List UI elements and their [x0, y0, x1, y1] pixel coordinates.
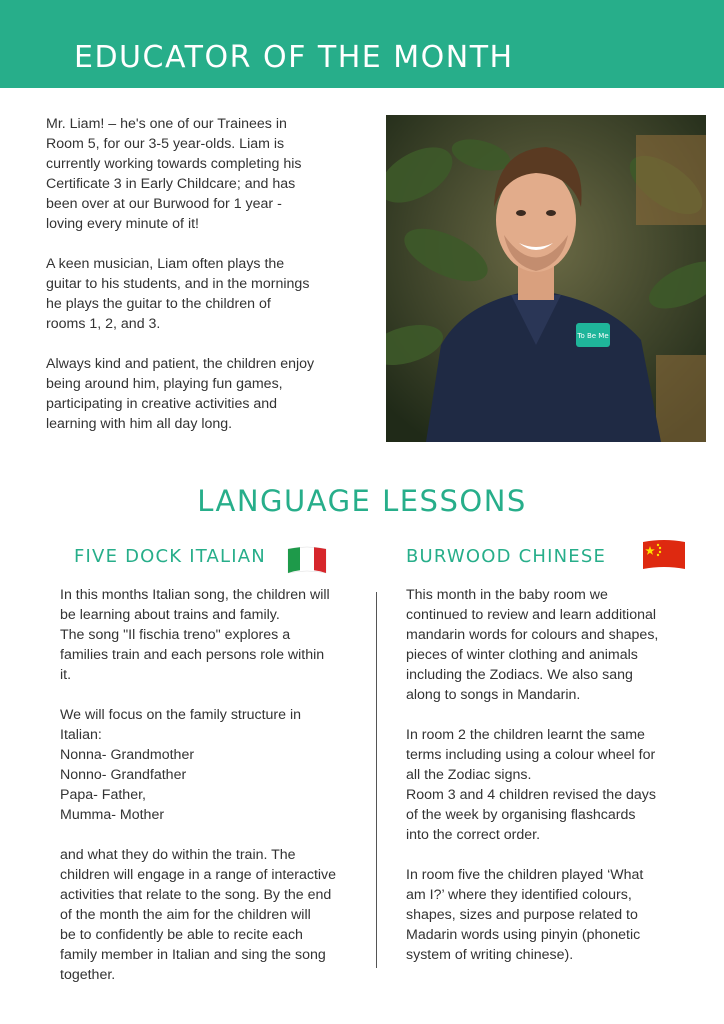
italian-paragraph: We will focus on the family structure in Italian: Nonna- Grandmother Nonno- Grandfather Papa- Father, Mumma- Mother — [60, 707, 302, 823]
chinese-section-title: BURWOOD CHINESE — [406, 546, 607, 567]
header-banner — [0, 0, 724, 88]
italian-paragraph: and what they do within the train. The children will engage in a range of interactive activities that relate to the song. By the end of the month the aim for the children will be to confidently be able to recite each family member in Italian and sing the song together. — [60, 847, 337, 983]
name-badge-text: To Be Me — [577, 332, 609, 340]
intro-paragraph: A keen musician, Liam often plays the guitar to his students, and in the mornings he plays the guitar to the children of rooms 1, 2, and 3. — [46, 256, 310, 332]
intro-paragraph: Mr. Liam! – he's one of our Trainees in Room 5, for our 3-5 year-olds. Liam is currently working towards completing his Certificate 3 in Early Childcare; and has been over at our Burwood for 1 year - loving every minute of it! — [46, 116, 302, 232]
chinese-paragraph: In room five the children played ‘What am I?’ where they identified colours, shapes, sizes and purpose related to Madarin words using pinyin (phonetic system of writing chinese). — [406, 867, 644, 963]
intro-paragraph: Always kind and patient, the children enjoy being around him, playing fun games, participating in creative activities and learning with him all day long. — [46, 356, 315, 432]
educator-photo — [386, 115, 706, 442]
chinese-paragraph: In room 2 the children learnt the same terms including using a colour wheel for all the Zodiac signs. Room 3 and 4 children revised the days of the week by organising flashcards into the correct order. — [406, 727, 656, 843]
italian-paragraph: In this months Italian song, the children will be learning about trains and family. The song "Il fischia treno" explores a families train and each persons role within it. — [60, 587, 330, 683]
page-title: EDUCATOR OF THE MONTH — [74, 40, 514, 75]
chinese-column — [406, 585, 706, 985]
chinese-paragraph: This month in the baby room we continued to review and learn additional mandarin words for colours and shapes, pieces of winter clothing and animals including the Zodiacs. We also sang along to songs in Mandarin. — [406, 587, 659, 703]
educator-portrait-image — [386, 115, 706, 442]
language-lessons-title: LANGUAGE LESSONS — [197, 484, 527, 518]
italian-column — [60, 585, 370, 1005]
italian-flag-icon — [286, 545, 328, 575]
column-divider — [376, 592, 377, 968]
italian-section-title: FIVE DOCK ITALIAN — [74, 546, 266, 567]
educator-intro — [46, 114, 358, 454]
chinese-flag-icon — [641, 538, 687, 572]
